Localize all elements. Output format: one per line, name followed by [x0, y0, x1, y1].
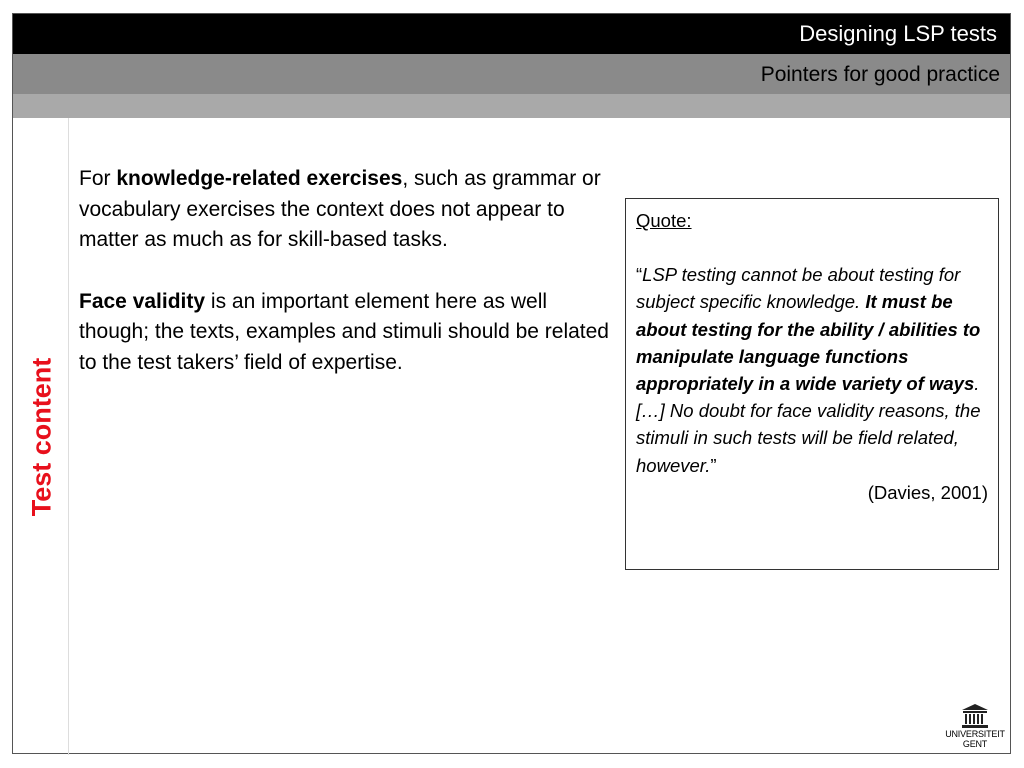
quote-label: Quote:: [636, 210, 692, 231]
quote-body: [636, 261, 988, 479]
p1-pre-text: For: [79, 167, 117, 190]
logo-line2: GENT: [962, 739, 988, 749]
p1-post-text: , such as grammar or vocabulary exercises the context does not appear to matter as much as for skill-based tasks.: [79, 167, 601, 251]
main-text-block: [79, 164, 609, 409]
subtitle-bar: [13, 54, 1010, 94]
section-label: Test content: [26, 357, 57, 517]
p2-bold-text: Face validity: [79, 289, 206, 313]
university-logo: [944, 703, 1006, 761]
logo-line1: UNIVERSITEIT: [945, 729, 1005, 739]
header-divider-bar: [13, 94, 1010, 118]
paragraph-knowledge: [79, 164, 609, 256]
paragraph-face-validity: [79, 287, 609, 379]
university-building-icon: [960, 703, 990, 729]
quote-citation: (Davies, 2001): [867, 481, 988, 503]
slide-subtitle: Pointers for good practice: [760, 63, 1000, 86]
quote-bold: It must be about testing for the ability / abilities to manipulate language functions appropriately in a wide variety of ways: [636, 291, 981, 395]
quote-open-mark: “: [636, 264, 643, 286]
quote-close-mark: ”: [710, 454, 717, 476]
quote-box: [625, 198, 999, 570]
p1-bold-text: knowledge-related exercises: [116, 167, 403, 190]
title-bar: [13, 14, 1010, 54]
slide-title: Designing LSP tests: [799, 21, 997, 46]
quote-part1: LSP testing cannot be about testing for subject specific knowledge.: [636, 264, 961, 313]
quote-part2: . […] No doubt for face validity reasons, the stimuli in such tests will be field related, however.: [636, 373, 981, 476]
p2-post-text: is an important element here as well though; the texts, examples and stimuli should be related to the test takers’ field of expertise.: [79, 289, 609, 374]
